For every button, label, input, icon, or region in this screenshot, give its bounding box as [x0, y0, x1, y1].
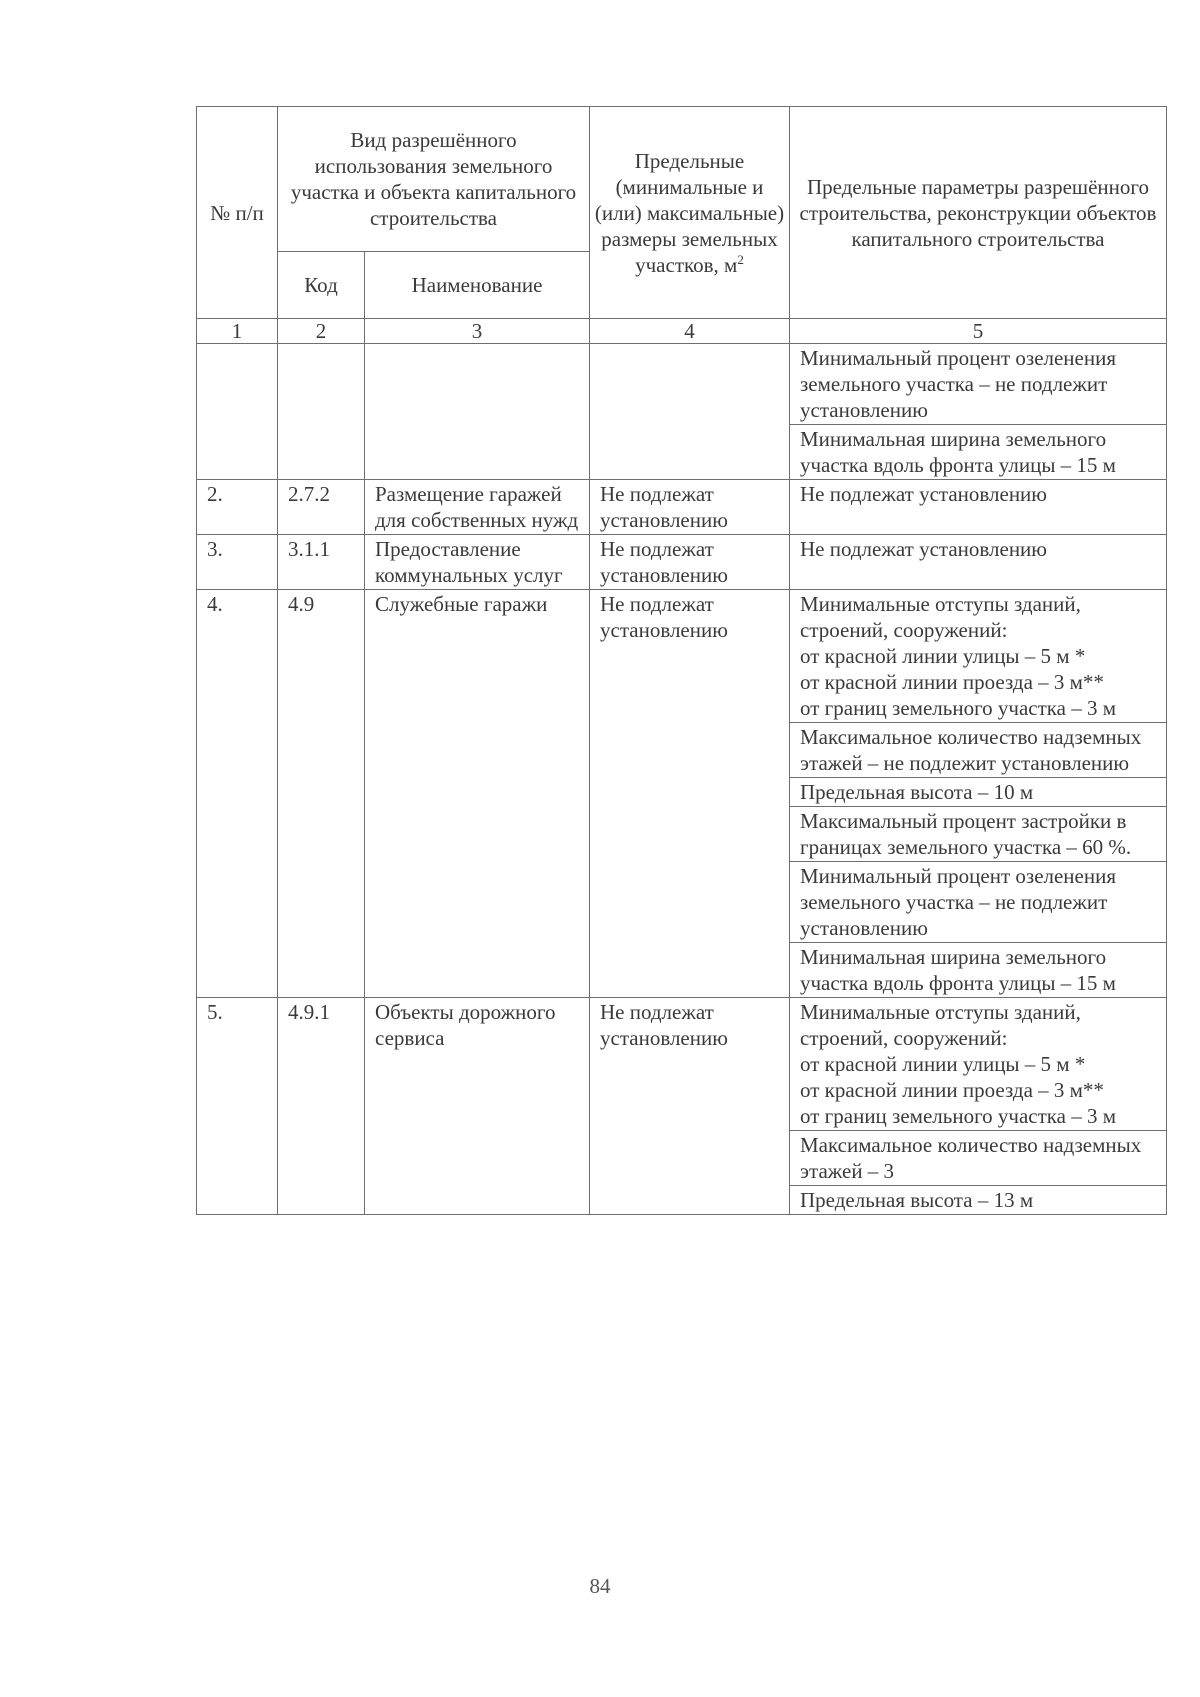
- param-item: Максимальное количество надземных этажей – не подлежит установлению: [790, 723, 1166, 778]
- column-number: 1: [197, 319, 278, 344]
- row-number: 2.: [197, 480, 278, 535]
- param-item: Максимальный процент застройки в границах земельного участка – 60 %.: [790, 807, 1166, 862]
- page-number: 84: [589, 1574, 611, 1598]
- param-item: Предельная высота – 10 м: [790, 778, 1166, 807]
- header-row-1: [197, 107, 1167, 252]
- row-name: Предоставление коммунальных услуг: [365, 535, 590, 590]
- column-number: 4: [590, 319, 790, 344]
- param-item: Минимальная ширина земельного участка вдоль фронта улицы – 15 м: [800, 945, 1116, 995]
- row-construction-params: [790, 535, 1167, 590]
- row-number: 4.: [197, 590, 278, 998]
- table-row: [197, 344, 1167, 480]
- header-plot-sizes: [590, 107, 790, 319]
- row-number: [197, 344, 278, 480]
- param-item: Минимальный процент озеленения земельного участка – не подлежит установлению: [790, 344, 1166, 425]
- header-code: Код: [278, 252, 365, 319]
- row-plot-sizes: Не подлежат установлению: [590, 535, 790, 590]
- params-list: [790, 535, 1166, 563]
- param-item: Минимальные отступы зданий, строений, сооружений: от красной линии улицы – 5 м * от красной линии проезда – 3 м** от границ земельного участка – 3 м: [790, 998, 1166, 1131]
- column-number: 2: [278, 319, 365, 344]
- row-number: 3.: [197, 535, 278, 590]
- params-list: [790, 590, 1166, 997]
- params-list: [790, 480, 1166, 508]
- param-item: Минимальные отступы зданий, строений, сооружений: от красной линии улицы – 5 м * от красной линии проезда – 3 м** от границ земельного участка – 3 м: [790, 590, 1166, 723]
- param-item: Минимальный процент озеленения земельного участка – не подлежит установлению: [790, 862, 1166, 943]
- row-code: 3.1.1: [278, 535, 365, 590]
- param-item: Не подлежат установлению: [800, 482, 1047, 506]
- params-list: [790, 998, 1166, 1214]
- param-item: Не подлежат установлению: [800, 537, 1047, 561]
- table-body: [197, 319, 1167, 1215]
- row-construction-params: [790, 590, 1167, 998]
- header-construction-params: Предельные параметры разрешённого строительства, реконструкции объектов капитального строительства: [790, 107, 1167, 319]
- row-plot-sizes: [590, 344, 790, 480]
- param-item: Максимальное количество надземных этажей – 3: [790, 1131, 1166, 1186]
- row-construction-params: [790, 998, 1167, 1215]
- column-numbering-row: [197, 319, 1167, 344]
- param-item: Предельная высота – 13 м: [800, 1188, 1034, 1212]
- row-plot-sizes: Не подлежат установлению: [590, 998, 790, 1215]
- table-row: [197, 480, 1167, 535]
- row-plot-sizes: Не подлежат установлению: [590, 480, 790, 535]
- table-row: [197, 998, 1167, 1215]
- param-item: Минимальная ширина земельного участка вдоль фронта улицы – 15 м: [800, 427, 1116, 477]
- row-name: Объекты дорожного сервиса: [365, 998, 590, 1215]
- row-construction-params: [790, 344, 1167, 480]
- header-permitted-use: Вид разрешённого использования земельного участка и объекта капитального строительства: [278, 107, 590, 252]
- params-list: [790, 344, 1166, 479]
- column-number: 3: [365, 319, 590, 344]
- table-row: [197, 535, 1167, 590]
- header-plot-sizes-sup: 2: [737, 251, 744, 267]
- header-num: № п/п: [197, 107, 278, 319]
- header-plot-sizes-text: Предельные (минимальные и (или) максимальные) размеры земельных участков, м: [594, 148, 785, 277]
- row-code: 4.9.1: [278, 998, 365, 1215]
- row-name: Размещение гаражей для собственных нужд: [365, 480, 590, 535]
- land-use-table: [196, 106, 1167, 1215]
- row-code: 4.9: [278, 590, 365, 998]
- row-name: [365, 344, 590, 480]
- header-name: Наименование: [365, 252, 590, 319]
- row-name: Служебные гаражи: [365, 590, 590, 998]
- row-code: 2.7.2: [278, 480, 365, 535]
- table-row: [197, 590, 1167, 998]
- row-code: [278, 344, 365, 480]
- column-number: 5: [790, 319, 1167, 344]
- row-construction-params: [790, 480, 1167, 535]
- row-plot-sizes: Не подлежат установлению: [590, 590, 790, 998]
- row-number: 5.: [197, 998, 278, 1215]
